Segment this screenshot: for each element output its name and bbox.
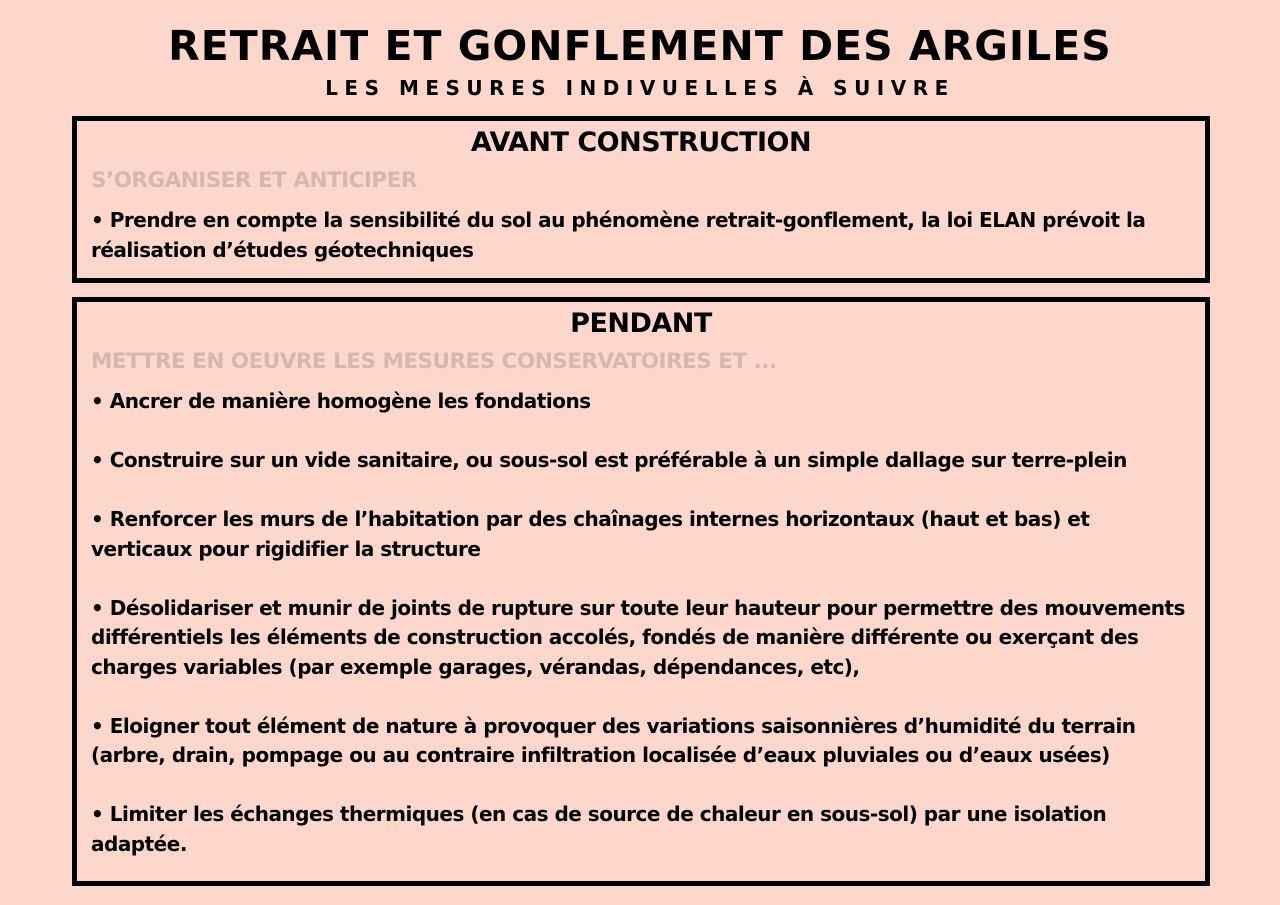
bullet-item: • Renforcer les murs de l’habitation par des chaînages internes horizontaux (haut et bas) et verticaux pour rigidifier la structure — [91, 507, 1090, 561]
bullet-item: • Prendre en compte la sensibilité du sol au phénomène retrait-gonflement, la loi ELAN prévoit la réalisation d’études géotechniques — [91, 208, 1146, 262]
bullet-list — [91, 387, 1191, 859]
bullet-list — [91, 206, 1191, 265]
section-title: PENDANT — [570, 308, 712, 339]
section-title: AVANT CONSTRUCTION — [470, 127, 812, 158]
bullet-item: • Construire sur un vide sanitaire, ou sous-sol est préférable à un simple dallage sur terre-plein — [91, 448, 1127, 472]
bullet-item: • Limiter les échanges thermiques (en cas de source de chaleur en sous-sol) par une isolation adaptée. — [91, 802, 1107, 856]
bullet-item: • Désolidariser et munir de joints de rupture sur toute leur hauteur pour permettre des mouvements différentiels les éléments de construction accolés, fondés de manière différente ou exerçant des charges variables (par exemple garages, vérandas, dépendances, etc), — [91, 595, 1185, 679]
section-pendant — [72, 297, 1210, 886]
section-subtitle: METTRE EN OEUVRE LES MESURES CONSERVATOIRES ET ... — [91, 349, 777, 374]
section-subtitle: S’ORGANISER ET ANTICIPER — [91, 168, 417, 193]
page-subtitle: LES MESURES INDIVUELLES À SUIVRE — [325, 76, 955, 100]
bullet-item: • Eloigner tout élément de nature à provoquer des variations saisonnières d’humidité du terrain (arbre, drain, pompage ou au contraire infiltration localisée d’eaux pluviales ou d’eaux usées) — [91, 713, 1136, 767]
section-avant-construction — [72, 116, 1210, 283]
page-title: RETRAIT ET GONFLEMENT DES ARGILES — [168, 22, 1112, 70]
bullet-item: • Ancrer de manière homogène les fondations — [91, 389, 591, 413]
